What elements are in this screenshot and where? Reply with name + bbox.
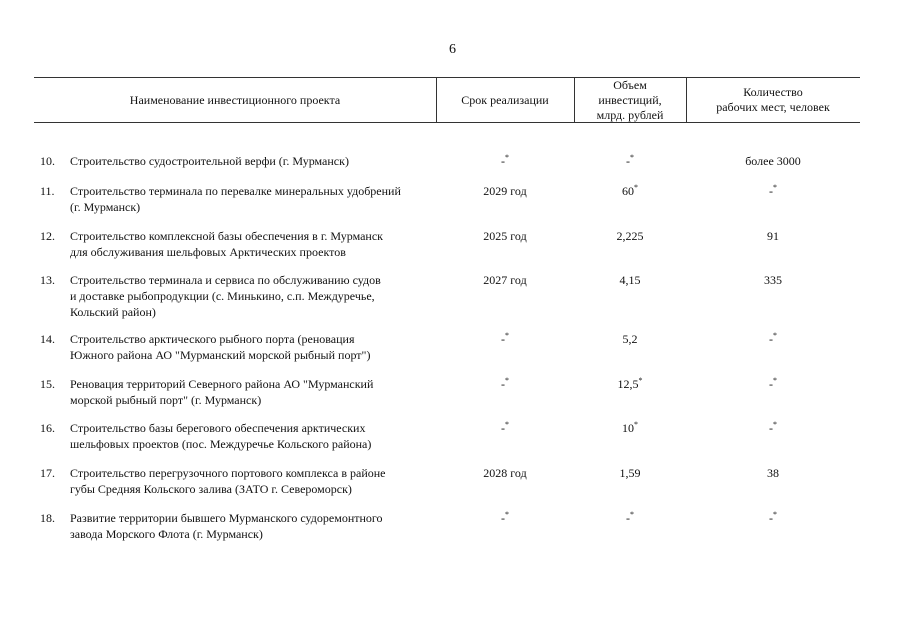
jobs-cell: [686, 272, 860, 288]
investment-cell: [574, 331, 686, 347]
project-name: Строительство перегрузочного портового комплекса в районе губы Средняя Кольского залива (ЗАТО г. Североморск): [70, 466, 386, 496]
jobs-cell-value: -: [769, 377, 773, 391]
row-number: 11.: [40, 184, 55, 198]
footnote-mark: *: [634, 183, 638, 192]
term-cell-value: 2028 год: [483, 466, 527, 480]
project-name: Строительство терминала и сервиса по обслуживанию судов и доставке рыбопродукции (с. Минькино, с.п. Междуречье, Кольский район): [70, 273, 381, 319]
term-cell-value: -: [501, 332, 505, 346]
jobs-cell: [686, 510, 860, 526]
header-investment: Объем инвестиций, млрд. рублей: [596, 77, 664, 122]
investment-cell: [574, 465, 686, 481]
jobs-cell: [686, 183, 860, 199]
term-cell: [436, 183, 574, 199]
investment-cell-value: 60: [622, 184, 634, 198]
jobs-cell-value: -: [769, 184, 773, 198]
investment-cell: [574, 510, 686, 526]
term-cell: [436, 510, 574, 526]
jobs-cell-value: более 3000: [745, 154, 801, 168]
investment-cell-value: -: [626, 154, 630, 168]
investment-cell: [574, 183, 686, 199]
row-number: 12.: [40, 229, 55, 243]
term-cell-value: 2025 год: [483, 229, 527, 243]
investment-cell-value: 5,2: [622, 332, 638, 346]
header-jobs: Количество рабочих мест, человек: [716, 85, 830, 114]
term-cell-value: -: [501, 377, 505, 391]
term-cell: [436, 376, 574, 392]
row-number: 18.: [40, 511, 55, 525]
row-number: 10.: [40, 154, 55, 168]
term-cell: [436, 153, 574, 169]
investment-cell-value: 4,15: [619, 273, 641, 287]
jobs-cell: [686, 420, 860, 436]
investment-cell: [574, 153, 686, 169]
investment-cell: [574, 228, 686, 244]
jobs-cell-value: -: [769, 421, 773, 435]
investment-cell-value: 1,59: [619, 466, 641, 480]
investment-cell-value: -: [626, 511, 630, 525]
investment-cell-value: 12,5: [617, 377, 639, 391]
page-number: 6: [449, 42, 456, 57]
project-name: Строительство арктического рыбного порта (реновация Южного района АО "Мурманский морской рыбный порт"): [70, 332, 371, 362]
footnote-mark: *: [634, 420, 638, 429]
investment-cell-value: 10: [622, 421, 634, 435]
footnote-mark: *: [773, 183, 777, 192]
investment-cell: [574, 420, 686, 436]
investment-cell: [574, 272, 686, 288]
term-cell-value: 2029 год: [483, 184, 527, 198]
footnote-mark: *: [630, 510, 634, 519]
jobs-cell-value: -: [769, 511, 773, 525]
jobs-cell-value: 91: [767, 229, 779, 243]
project-name: Строительство терминала по перевалке минеральных удобрений (г. Мурманск): [70, 184, 401, 214]
footnote-mark: *: [638, 376, 643, 385]
jobs-cell-value: 38: [767, 466, 779, 480]
term-cell-value: -: [501, 421, 505, 435]
project-name: Строительство базы берегового обеспечения арктических шельфовых проектов (пос. Междуречье Кольского района): [70, 421, 372, 451]
row-number: 16.: [40, 421, 55, 435]
project-name: Развитие территории бывшего Мурманского судоремонтного завода Морского Флота (г. Мурманск): [70, 511, 383, 541]
row-number: 13.: [40, 273, 55, 287]
footnote-mark: *: [505, 331, 509, 340]
term-cell-value: -: [501, 511, 505, 525]
footnote-mark: *: [773, 331, 777, 340]
term-cell: [436, 272, 574, 288]
jobs-cell: [686, 376, 860, 392]
investment-cell: [574, 376, 686, 392]
jobs-cell-value: -: [769, 332, 773, 346]
investment-cell-value: 2,225: [616, 229, 644, 243]
term-cell: [436, 331, 574, 347]
footnote-mark: *: [630, 153, 634, 162]
footnote-mark: *: [505, 510, 509, 519]
term-cell-value: -: [501, 154, 505, 168]
header-term: Срок реализации: [461, 92, 549, 107]
jobs-cell-value: 335: [764, 273, 782, 287]
footnote-mark: *: [773, 420, 777, 429]
footnote-mark: *: [773, 376, 777, 385]
term-cell: [436, 465, 574, 481]
jobs-cell: [686, 228, 860, 244]
project-name: Строительство комплексной базы обеспечения в г. Мурманск для обслуживания шельфовых Арктических проектов: [70, 229, 384, 259]
row-number: 14.: [40, 332, 55, 346]
header-project-name: Наименование инвестиционного проекта: [129, 92, 341, 107]
jobs-cell: [686, 465, 860, 481]
footnote-mark: *: [505, 376, 509, 385]
term-cell: [436, 420, 574, 436]
term-cell-value: 2027 год: [483, 273, 527, 287]
project-name: Строительство судостроительной верфи (г. Мурманск): [70, 154, 349, 168]
footnote-mark: *: [505, 153, 509, 162]
jobs-cell: [686, 331, 860, 347]
project-name: Реновация территорий Северного района АО "Мурманский морской рыбный порт" (г. Мурманск): [70, 377, 374, 407]
row-number: 15.: [40, 377, 55, 391]
footnote-mark: *: [773, 510, 777, 519]
footnote-mark: *: [505, 420, 509, 429]
row-number: 17.: [40, 466, 55, 480]
term-cell: [436, 228, 574, 244]
jobs-cell: [686, 153, 860, 169]
